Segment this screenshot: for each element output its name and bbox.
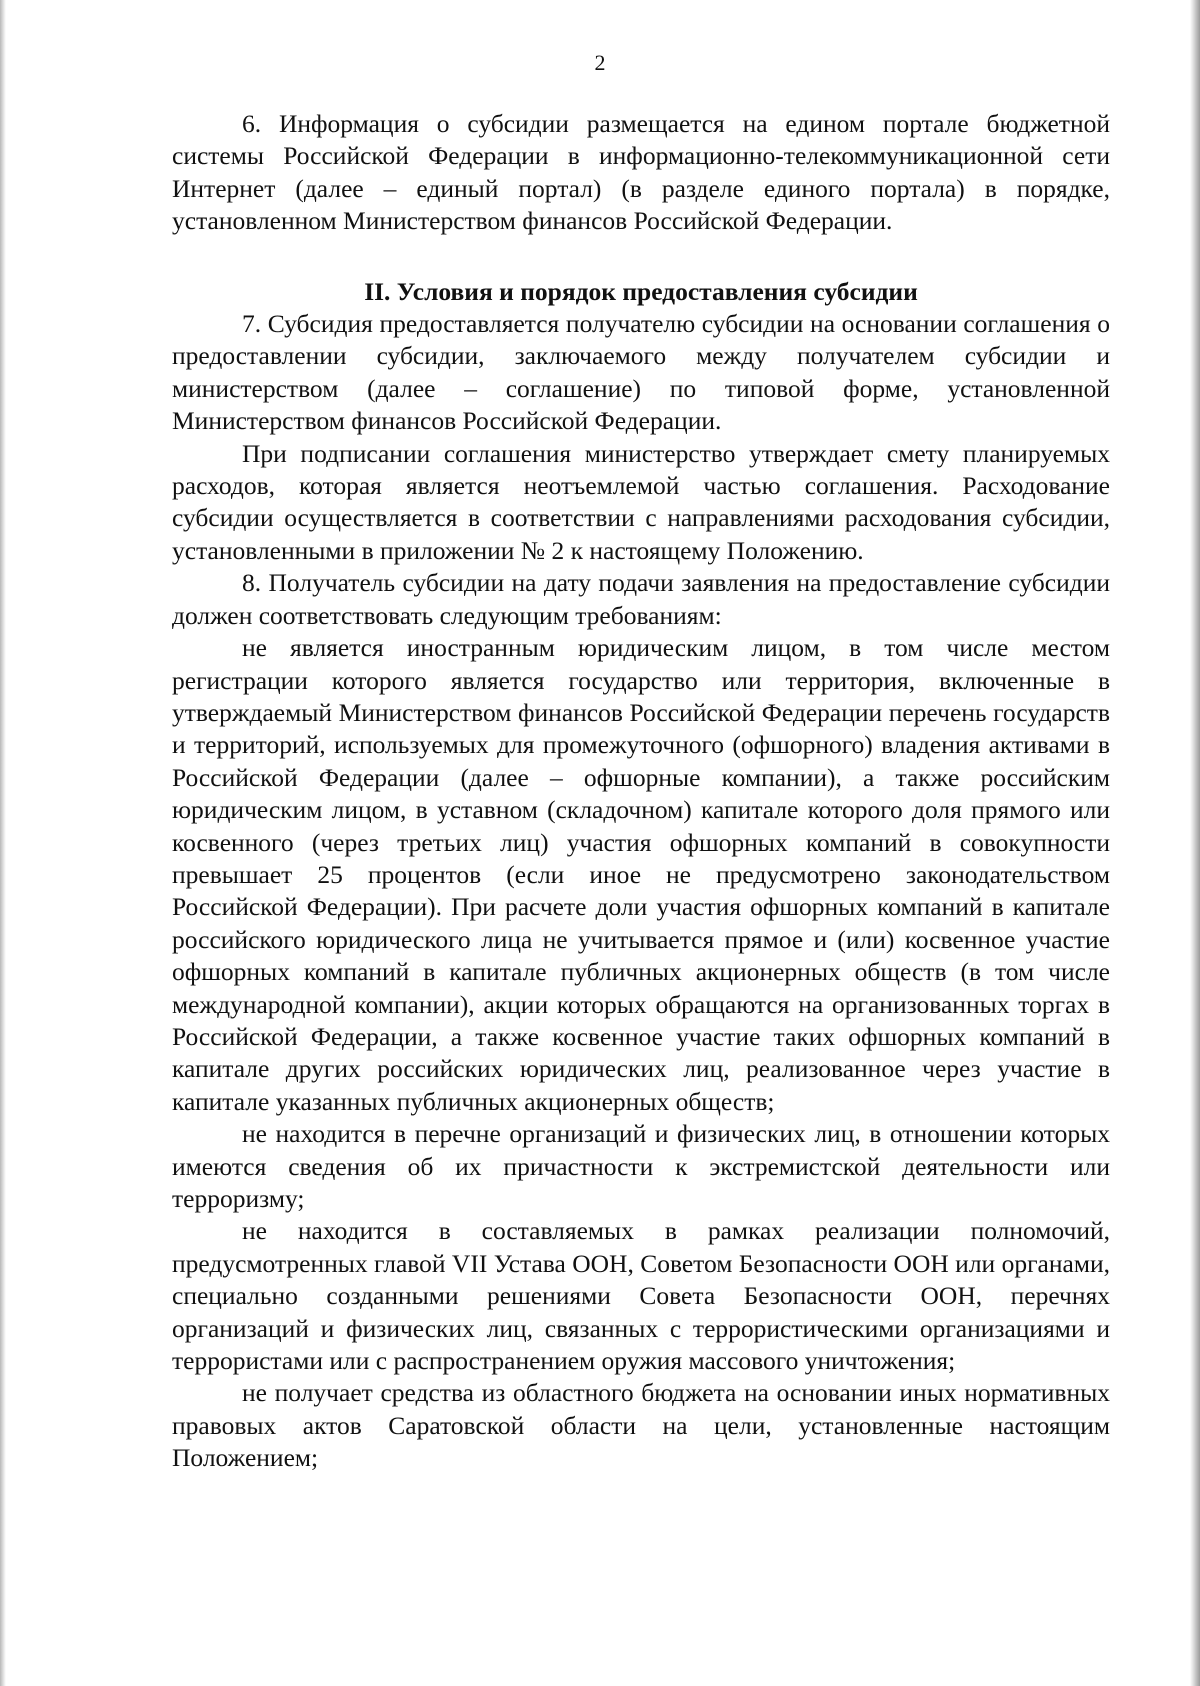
requirement-budget: не получает средства из областного бюджета на основании иных нормативных правовых актов Саратовской области на цели, установленные настоящим Положением; [172, 1378, 1110, 1473]
page-number: 2 [594, 50, 606, 75]
section-heading: II. Условия и порядок предоставления субсидии [364, 276, 918, 306]
paragraph-8: 8. Получатель субсидии на дату подачи заявления на предоставление субсидии должен соответствовать следующим требованиям: [172, 568, 1110, 630]
paragraph-7: 7. Субсидия предоставляется получателю субсидии на основании соглашения о предоставлении субсидии, заключаемого между получателем субсидии и министерством (далее – соглашение) по типовой форме, установленной Министерством финансов Российской Федерации. [172, 309, 1110, 436]
requirement-un-lists: не находится в составляемых в рамках реализации полномочий, предусмотренных главой VII Устава ООН, Советом Безопасности ООН или органами, специально созданными решениями Совета Безопасности ООН, перечнях организаций и физических лиц, связанных с террористическими организациями и террористами или с распространением оружия массового уничтожения; [172, 1216, 1110, 1376]
requirement-extremism: не находится в перечне организаций и физических лиц, в отношении которых имеются сведения об их причастности к экстремистской деятельности или терроризму; [172, 1119, 1110, 1213]
requirement-offshore: не является иностранным юридическим лицом, в том числе местом регистрации которого является государство или территория, включенные в утверждаемый Министерством финансов Российской Федерации перечень государств и территорий, используемых для промежуточного (офшорного) владения активами в Российской Федерации (далее – офшорные компании), а также российским юридическим лицом, в уставном (складочном) капитале которого доля прямого или косвенного (через третьих лиц) участия офшорных компаний в совокупности превышает 25 процентов (если иное не предусмотрено законодательством Российской Федерации). При расчете доли участия офшорных компаний в капитале российского юридического лица не учитывается прямое и (или) косвенное участие офшорных компаний в капитале публичных акционерных обществ (в том числе международной компании), акции которых обращаются на организованных торгах в Российской Федерации, а также косвенное участие таких офшорных компаний в капитале других российских юридических лиц, реализованное через участие в капитале указанных публичных акционерных обществ; [172, 633, 1110, 1116]
document-body [172, 108, 1110, 1475]
scan-edge-right [1190, 0, 1200, 1686]
paragraph-smeta: При подписании соглашения министерство утверждает смету планируемых расходов, которая является неотъемлемой частью соглашения. Расходование субсидии осуществляется в соответствии с направлениями расходования субсидии, установленными в приложении № 2 к настоящему Положению. [172, 438, 1110, 565]
paragraph-6: 6. Информация о субсидии размещается на едином портале бюджетной системы Российской Федерации в информационно-телекоммуникационной сети Интернет (далее – единый портал) (в разделе единого портала) в порядке, установленном Министерством финансов Российской Федерации. [172, 109, 1110, 236]
scan-edge-left [0, 0, 6, 1686]
